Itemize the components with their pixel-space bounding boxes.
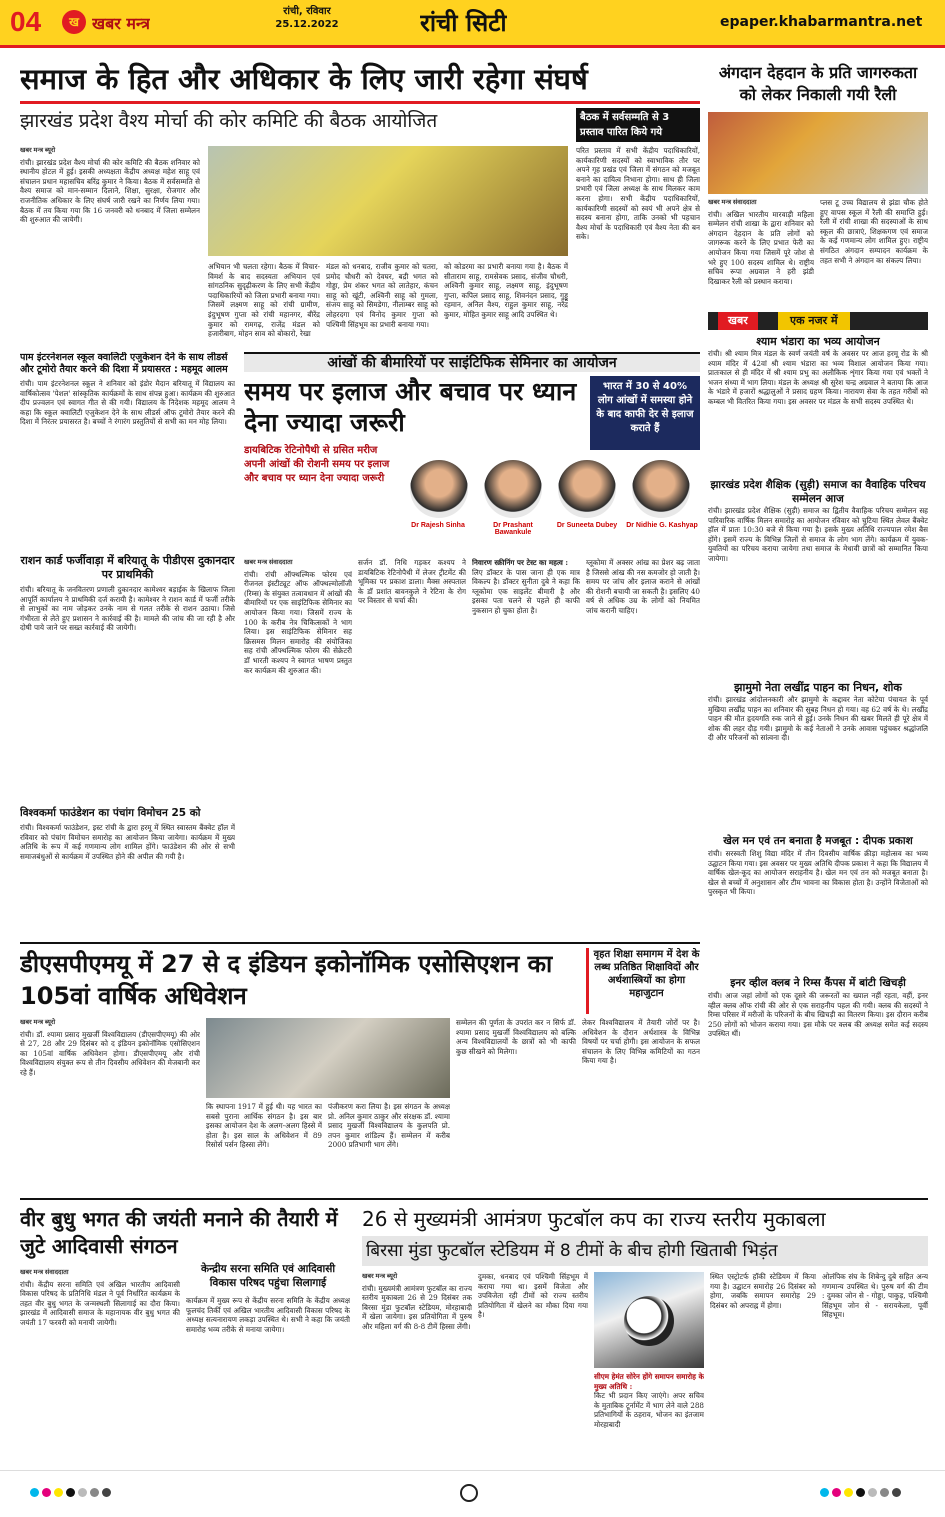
lead-col-4: को कोडरमा का प्रभारी बनाया गया है। बैठक में सीताराम साहू, रामसेवक प्रसाद, संजीव चौधरी, अश्विनी कुमार साहू, लक्ष्मण साहू, इंदुभूषण गुप्ता, कपिल प्रसाद साहू, शिवनंदन प्रसाद, गुड्डू रहमान, अनिल वैश्य, राहुल कुमार साहू, नरेंद्र कुमार, मोहित कुमार साहू आदि उपस्थित थे। bbox=[444, 262, 568, 319]
dspmu-col-1-text: रांची। डॉ. श्यामा प्रसाद मुखर्जी विश्वविद्यालय (डीएसपीएमयू) की ओर से 27, 28 और 29 दिसंबर को द इंडियन इकोनॉमिक एसोसिएशन का 105वां वार्षिक अधिवेशन होगा। डीएसपीएमयू और रांची विश्वविद्यालय संयुक्त रूप से तीन दिवसीय अधिवेशन की मेजबानी कर रहे हैं। bbox=[20, 1029, 200, 1077]
glance-item bbox=[708, 680, 928, 830]
vishwakarma-body: रांची। विश्वकर्मा फाउंडेशन, इस्ट रांची के द्वारा हरमू में स्थित स्वास्तम बैंक्वेट हॉल में रविवार को पंचांग विमोचन समारोह का आयोजन किया जायेगा। कार्यक्रम में मुख्य अतिथि के रूप में कई गणमान्य लोग शामिल होंगे। फाउंडेशन की ओर से सभी समाजबंधुओं से कार्यक्रम में उपस्थित होने की अपील की गयी है। bbox=[20, 823, 235, 861]
eye-col-3 bbox=[472, 558, 580, 938]
glance-item-body: रांची। झारखंड प्रदेश शैक्षिक (सुड़ी) समाज का द्वितीय वैवाहिक परिचय सम्मेलन सह पारिवारिक वार्षिक मिलन समारोह का आयोजन रविवार को चुटिया स्थित लेवल बैंक्वेट हॉल में प्रातः 10:30 बजे से किया गया है। इसके मुख्य अतिथि राज्यपाल रमेश बैस होंगे। इसमें राज्य के विभिन्न जिलों से समाज के लोग भाग लेंगे। कार्यक्रम में युवक-युवतियों का परिचय कराया जायेगा तथा समाज के मेधावी छात्रों को सम्मानित किया जायेगा। bbox=[708, 506, 928, 563]
dspmu-col-1 bbox=[20, 1018, 200, 1194]
organ-headline: अंगदान देहदान के प्रति जागरुकता को लेकर निकाली गयी रैली bbox=[718, 63, 918, 104]
issue-city: रांची, रविवार bbox=[283, 6, 331, 17]
football-col-2: दुमका, धनबाद एवं पश्चिमी सिंहभूम में कराया गया था। इसमें विजेता और उपविजेता रही टीमों को राज्य स्तरीय प्रतियोगिता में खेलने का मौका दिया गया है। bbox=[478, 1272, 588, 1320]
vishwakarma-story bbox=[20, 806, 235, 936]
registration-dots-right bbox=[820, 1488, 901, 1497]
school-story bbox=[20, 352, 235, 550]
registration-mark-icon bbox=[460, 1484, 478, 1502]
dspmu-byline: खबर मन्त्र ब्यूरो bbox=[20, 1019, 56, 1026]
birsa-col-2: कार्यक्रम में मुख्य रूप से केंद्रीय सरना समिति के केंद्रीय अध्यक्ष फूलचंद तिर्की एवं अखिल भारतीय आदिवासी विकास परिषद के अध्यक्ष सत्यनारायण लकड़ा उपस्थित थे। सभी ने कहा कि जयंती समारोह भव्य तरीके से मनाया जायेगा। bbox=[186, 1296, 350, 1334]
doctor-name: Dr Rajesh Sinha bbox=[411, 522, 465, 529]
vishwakarma-headline: विश्वकर्मा फाउंडेशन का पंचांग विमोचन 25 को bbox=[20, 807, 201, 819]
lead-subhead: झारखंड प्रदेश वैश्य मोर्चा की कोर कमिटि की बैठक आयोजित bbox=[20, 110, 438, 132]
organ-photo bbox=[708, 112, 928, 194]
football-caption bbox=[594, 1372, 704, 1458]
football-caption-body: किट भी प्रदान किए जाएंगे। अपर सचिव के मुताबिक टूर्नामेंट में भाग लेने वाले 288 प्रतिभागियों के ठहराव, भोजन का इंतजाम मोरहाबादी bbox=[594, 1391, 704, 1429]
glance-item bbox=[708, 834, 928, 972]
football-icon bbox=[624, 1296, 674, 1346]
doctor-name: Dr Prashant Bawankule bbox=[493, 522, 533, 536]
football-headline: 26 से मुख्यमंत्री आमंत्रण फुटबॉल कप का राज्य स्तरीय मुकाबला bbox=[362, 1207, 826, 1231]
football-photo bbox=[594, 1272, 704, 1368]
doctor-photo bbox=[632, 460, 690, 518]
glance-item bbox=[708, 334, 928, 474]
eye-col-3-text: लिए डॉक्टर के पास जाना ही एक मात्र विकल्प है। डॉक्टर सुनीता दुबे ने कहा कि ग्लूकोमा एक साइलेंट बीमारी है और इसका पता चलने से पहले ही काफी नुकसान हो चुका होता है। bbox=[472, 567, 580, 615]
dspmu-photo bbox=[206, 1018, 450, 1098]
lead-headline: समाज के हित और अधिकार के लिए जारी रहेगा संघर्ष bbox=[20, 62, 588, 96]
school-headline: पाम इंटरनेशनल स्कूल क्वालिटी एजुकेशन देने के साथ लीडर्स और टूमोरो तैयार करने की दिशा में प्रयासरत : महमूद आलम bbox=[20, 352, 228, 375]
doctor-name: Dr Suneeta Dubey bbox=[556, 522, 618, 529]
glance-item bbox=[708, 478, 928, 676]
brand-name: खबर मन्त्र bbox=[92, 14, 150, 33]
registration-dots-left bbox=[30, 1488, 111, 1497]
glance-item-headline: झामुमो नेता लखींद्र पाहन का निधन, शोक bbox=[734, 681, 902, 694]
doctor-name: Dr Nidhie G. Kashyap bbox=[626, 522, 698, 529]
ration-body: रांची। बरियातू के जनवितरण प्रणाली दुकानदार कामेश्वर बड़ाईक के खिलाफ जिला आपूर्ति कार्यालय ने प्राथमिकी दर्ज करायी है। कामेश्वर ने राशन कार्ड में फर्जी तरीके से लाभुकों का नाम जोड़कर उनके नाम से गलत तरीके से राशन उठाया। जिसे गंभीरता से लेते हुए प्रशासन ने कार्रवाई की है। मामले की जांच की जा रही है और दोषी पाये जाने पर सख्त कार्रवाई की जायेगी। bbox=[20, 585, 235, 633]
glance-item-headline: इनर व्हील क्लब ने रिम्स कैंपस में बांटी खिचड़ी bbox=[730, 977, 906, 989]
football-caption-title: सीएम हेमंत सोरेन होंगे समापन समारोह के मुख्य अतिथि : bbox=[594, 1372, 704, 1391]
birsa-byline: खबर मन्त्र संवाददाता bbox=[20, 1269, 69, 1276]
lead-col-5: परित प्रस्ताव में सभी केंद्रीय पदाधिकारियों, कार्यकारिणी सदस्यों को स्वाभाविक तौर पर अपने गृह प्रखंड एवं जिला में संगठन को मजबूत बनाने का दायित्व निभाना होगा। साथ ही जिला प्रभारी एवं जिला अध्यक्ष के साथ मिलकर काम करना होगा। सभी केंद्रीय पदाधिकारियों, कार्यकारिणी सदस्यों को स्वयं भी अपने क्षेत्र से सदस्य बनाना होगा, ताकि उनको भी पहचान वैश्य मोर्चा के पदाधिकारी एवं वैश्य नेता की बन सके। bbox=[576, 146, 700, 242]
dspmu-col-5: लेकर विश्वविद्यालय में तैयारी जोरों पर है। अधिवेशन के दौरान अर्थशास्त्र के विभिन्न विषयों पर चर्चा होगी। इस आयोजन के सफल संचालन के लिए विभिन्न कमिटियों का गठन किया गया है। bbox=[582, 1018, 700, 1066]
lead-rule bbox=[20, 101, 700, 104]
doctor-photo bbox=[558, 460, 616, 518]
organ-col-2: प्लस टू उच्च विद्यालय से झंडा चौक होते हुए वापस स्कूल में रैली की समाप्ति हुई। रैली में रांची शाखा की सदस्याओं के साथ स्कूल की छात्राएं, शिक्षकगण एवं समाज के कई गणमान्य लोग शामिल हुए। राष्ट्रीय संगठित अंगदान सम्पादन कार्यक्रम के तहत सभी ने अंगदान का संकल्प लिया। bbox=[820, 198, 928, 265]
football-col-1 bbox=[362, 1272, 472, 1458]
eye-deck: डायबिटिक रेटिनोपैथी से ग्रसित मरीज अपनी आंखों की रोशनी समय पर इलाज और बचाव पर ध्यान देना ज्यादा जरूरी bbox=[244, 445, 390, 484]
eye-col-1 bbox=[244, 558, 352, 938]
school-body: रांची। पाम इंटरनेशनल स्कूल ने शनिवार को इंडोर मैदान बरियातू में विद्यालय का वार्षिकोत्सव 'पेशल' सांस्कृतिक कार्यक्रमों के साथ संपन्न हुआ। कार्यक्रम की शुरुआत दीप प्रज्वलन एवं स्वागत गीत से की गयी। विद्यालय के निदेशक महमूद आलम ने कहा कि स्कूल क्वालिटी एजुकेशन देने के साथ लीडर्स ऑफ टूमोरो तैयार करने की दिशा में निरंतर प्रयासरत है। बच्चों ने रंगारंग प्रस्तुतियों से सभी का मन मोह लिया। bbox=[20, 379, 235, 427]
eye-banner: आंखों की बीमारियों पर साइंटिफिक सेमिनार का आयोजन bbox=[327, 355, 617, 371]
lead-col-1-text: रांची। झारखंड प्रदेश वैश्य मोर्चा की कोर कमिटि की बैठक शनिवार को स्थानीय होटल में हुई। इसकी अध्यक्षता केंद्रीय अध्यक्ष महेश साहू एवं संचालन प्रधान महासचिव बरिंद्र कुमार ने किया। बैठक में सर्वसम्मति से वैश्य समाज को मान-सम्मान दिलाने, शिक्षा, सुरक्षा, रोजगार और राजनीतिक अधिकार के लिए संघर्ष जारी रखने का निर्णय लिया गया। बैठक में तय किया गया कि 16 जनवरी को धनबाद में जिला सम्मेलन की शुरुआत की जायेगी। bbox=[20, 157, 200, 225]
eye-subhead: निवारण स्क्रीनिंग पर टेस्ट का महत्व : bbox=[472, 558, 569, 567]
football-col-3: स्थित एस्ट्रोटर्फ हॉकी स्टेडियम में किया गया है। उद्घाटन समारोह 26 दिसंबर को होगा, जबकि समापन समारोह 29 दिसंबर को अपराह्न में होगा। bbox=[710, 1272, 816, 1310]
eye-byline: खबर मन्त्र संवाददाता bbox=[244, 559, 293, 566]
bottom-rule bbox=[20, 1198, 928, 1200]
birsa-headline: वीर बुधु भगत की जयंती मनाने की तैयारी में जुटे आदिवासी संगठन bbox=[20, 1207, 338, 1258]
glance-tag: खबर bbox=[718, 312, 758, 330]
lead-photo bbox=[208, 146, 568, 256]
birsa-subhead: केन्द्रीय सरना समिति एवं आदिवासी विकास परिषद पहुंचा सिलागाई bbox=[200, 1263, 336, 1289]
section-title: रांची सिटी bbox=[420, 9, 507, 37]
ration-story bbox=[20, 554, 235, 802]
organ-col-1 bbox=[708, 198, 814, 306]
glance-item-body: रांची। सरस्वती शिशु विद्या मंदिर में तीन दिवसीय वार्षिक क्रीड़ा महोत्सव का भव्य उद्घाटन किया गया। इस अवसर पर मुख्य अतिथि दीपक प्रकाश ने कहा कि विद्यालय में वार्षिक खेल-कूद का आयोजन सराहनीय है। खेल मन एवं तन को मजबूत बनाता है। खेल से बच्चों में अनुशासन और टीम भावना का विकास होता है। उन्होंने विजेताओं को पुरस्कृत भी किया। bbox=[708, 849, 928, 897]
organ-byline: खबर मन्त्र संवाददाता bbox=[708, 199, 757, 206]
birsa-col-1 bbox=[20, 1268, 180, 1458]
dspmu-col-4: सम्मेलन की पूर्णता के उपरांत कर न सिर्फ डॉ. श्यामा प्रसाद मुखर्जी विश्वविद्यालय को बल्कि अन्य विश्वविद्यालयों के छात्रों को भी काफी कुछ सीखने को मिलेगा। bbox=[456, 1018, 576, 1056]
page-number: 04 bbox=[10, 6, 42, 37]
dspmu-sidebar: वृहत शिक्षा समागम में देश के लब्ध प्रतिष्ठित शिक्षाविदों और अर्थशास्त्रियों का होगा महाजुटान bbox=[586, 948, 700, 1014]
doctor-photo bbox=[410, 460, 468, 518]
ration-headline: राशन कार्ड फर्जीवाड़ा में बरियातू के पीडीएस दुकानदार पर प्राथमिकी bbox=[20, 554, 235, 581]
eye-headline: समय पर इलाज और बचाव पर ध्यान देना ज्यादा जरूरी bbox=[244, 377, 577, 437]
eye-col-1-text: रांची। रांची ऑफ्थल्मिक फोरम एवं रीजनल इंस्टीट्यूट ऑफ ऑफ्थल्मोलॉजी (रिम्स) के संयुक्त तत्वावधान में आंखों की बीमारियों पर एक साइंटिफिक सेमिनार का आयोजन किया गया। जिसमें राज्य के 100 के करीब नेत्र चिकित्सकों ने भाग लिया। इस साइंटिफिक सेमिनार सह क्रिसमस मिलन समारोह की संयोजिका सह रांची ऑफ्थल्मिक फोरम की सेक्रेटरी डॉ भारती कश्यप ने स्वागत भाषण प्रस्तुत कर कार्यक्रम की शुरुआत की। bbox=[244, 569, 352, 675]
football-subhead-box bbox=[362, 1236, 928, 1266]
football-subhead: बिरसा मुंडा फुटबॉल स्टेडियम में 8 टीमों के बीच होगी खिताबी भिड़ंत bbox=[366, 1241, 778, 1261]
doctor-panel bbox=[400, 456, 700, 556]
doctor-photo bbox=[484, 460, 542, 518]
site-url[interactable]: epaper.khabarmantra.net bbox=[720, 14, 923, 30]
lead-col-2: अभियान भी चलता रहेगा। बैठक में विचार-विमर्श के बाद सदस्यता अभियान एवं सांगठनिक सुदृढ़ीकरण के लिए सभी केंद्रीय पदाधिकारियों को जिला प्रभारी बनाया गया। जिसमें लक्ष्मण साहू को रांची ग्रामीण, इंदुभूषण गुप्ता को रांची महानगर, बीरेंद्र कुमार को रामगढ़, राजेंद्र मंडल को हजारीबाग, मोहन साव को बोकारो, रेखा bbox=[208, 262, 320, 339]
organ-col-1-text: रांची। अखिल भारतीय मारवाड़ी महिला सम्मेलन रांची शाखा के द्वारा शनिवार को अंगदान देहदान के प्रति लोगों को जागरूक करने के लिए प्रभात फेरी का आयोजन किया गया जिसमें पूरे जोश से भरे हुए 100 सदस्य शामिल थे। राष्ट्रीय सचिव रूपा अग्रवाल ने हरी झंडी दिखाकर रैली को प्रस्थान कराया। bbox=[708, 209, 814, 286]
glance-title: एक नजर में bbox=[778, 312, 850, 330]
issue-date: 25.12.2022 bbox=[275, 19, 339, 30]
lead-col-3: मंडल को धनबाद, राजीव कुमार को चतरा, प्रमोद चौधरी को देवघर, बद्री भगत को गोड्डा, प्रेम शंकर भगत को लातेहार, कंचन साहू को खूंटी, अश्विनी साहू को गुमला, संजय साहू को सिमडेगा, नीलाम्बर साहू को लोहरदगा एवं विनोद कुमार गुप्ता को पश्चिमी सिंहभूम का प्रभारी बनाया गया। bbox=[326, 262, 438, 329]
dspmu-rule bbox=[20, 942, 700, 944]
football-col-4: ओलंपिक संघ के शिबेन्दु दुबे सहित अन्य गणमान्य उपस्थित थे। पुरुष वर्ग की टीम : दुमका जोन से - गोड्डा, पाकुड़, पश्चिमी सिंहभूम जोन से - सरायकेला, पूर्वी सिंहभूम। bbox=[822, 1272, 928, 1320]
glance-item-body: रांची। झारखंड आंदोलनकारी और झामुमो के कद्दावर नेता कोटेया पंचायत के पूर्व मुखिया लखींद्र पाहन का शनिवार की सुबह निधन हो गया। वह 62 वर्ष के थे। लखींद्र पाहन की मौत हृदयगति रुक जाने से हुई। उनके निधन की खबर मिलते ही पूरे क्षेत्र में शोक की लहर दौड़ गयी। झामुमो के कई नेताओं ने उनके आवास पहुंचकर श्रद्धांजलि दी और परिजनों को सांत्वना दी। bbox=[708, 695, 928, 743]
eye-quote: भारत में 30 से 40% लोग आंखों में समस्या होने के बाद काफी देर से इलाज कराते हैं bbox=[590, 376, 700, 450]
glance-header bbox=[708, 312, 928, 330]
lead-byline: खबर मन्त्र ब्यूरो bbox=[20, 147, 56, 154]
issue-info bbox=[262, 5, 352, 31]
brand-logo-icon: ख bbox=[62, 10, 86, 34]
dspmu-col-3: पंजीकरण करा लिया है। इस संगठन के अध्यक्ष प्रो. अनिल कुमार ठाकुर और संरक्षक डॉ. श्यामा प्रसाद मुखर्जी विश्वविद्यालय के कुलपति प्रो. तपन कुमार शांडिल्य हैं। सम्मेलन में करीब 2000 प्रतिभागी भाग लेंगे। bbox=[328, 1102, 450, 1150]
dspmu-col-2: कि स्थापना 1917 में हुई थी। यह भारत का सबसे पुराना आर्थिक संगठन है। इस बार इसका आयोजन देश के अलग-अलग हिस्से में होता है। इस साल के अधिवेशन में 89 रिसोर्स पर्सन हिस्सा लेंगे। bbox=[206, 1102, 322, 1150]
glance-item-headline: श्याम भंडारा का भव्य आयोजन bbox=[756, 335, 880, 348]
glance-item-body: रांची। आज जहां लोगों को एक दूसरे की जरूरतों का ख्याल नहीं रहता, वहीं, इनर व्हील क्लब ऑफ रांची की ओर से एक सराहनीय पहल की गयी। क्लब की सदस्यों ने रिम्स परिसर में मरीजों के परिजनों के बीच खिचड़ी का वितरण किया। इस दौरान करीब 250 लोगों को भोजन कराया गया। इस मौके पर क्लब की अध्यक्ष समेत कई सदस्य उपस्थित थीं। bbox=[708, 991, 928, 1039]
birsa-col-1-text: रांची। केंद्रीय सरना समिति एवं अखिल भारतीय आदिवासी विकास परिषद के प्रतिनिधि मंडल ने पूर्व निर्धारित कार्यक्रम के तहत वीर बुधु भगत के जन्मस्थली सिलागाई का दौरा किया। झारखंड में आदिवासी समाज के महानायक वीर बुधु भगत की जयंती 17 फरवरी को मनायी जायेगी। bbox=[20, 1279, 180, 1327]
glance-item-body: रांची। श्री श्याम मित्र मंडल के स्वर्ण जयंती वर्ष के अवसर पर आज हरमू रोड के श्री श्याम मंदिर में 42वां श्री श्याम भंडारा का भव्य विशाल आयोजन किया गया। प्रातःकाल से ही मंदिर में श्री श्याम प्रभु का अलौकिक शृंगार किया गया एवं भक्तों ने भजन संध्या में भाग लिया। मंडल के अध्यक्ष श्री सुरेश चन्द्र अग्रवाल ने बताया कि आज के भंडारे में हजारों श्रद्धालुओं ने प्रसाद ग्रहण किया। नारायण सेवा के तहत गरीबों को कम्बल भी वितरित किया गया। इस अवसर पर मंडल के सभी सदस्य उपस्थित थे। bbox=[708, 349, 928, 406]
glance-item bbox=[708, 976, 928, 1096]
lead-col-1 bbox=[20, 146, 200, 346]
glance-item-headline: झारखंड प्रदेश शैक्षिक (सुड़ी) समाज का वैवाहिक परिचय सम्मेलन आज bbox=[710, 479, 926, 505]
eye-col-4: ग्लूकोमा में अक्सर आंख का प्रेशर बढ़ जाता है जिससे आंख की नस कमजोर हो जाती है। समय पर जांच और इलाज कराने से आंखों की रोशनी बचायी जा सकती है। इसलिए 40 वर्ष से अधिक उम्र के लोगों को नियमित जांच करानी चाहिए। bbox=[586, 558, 700, 615]
dspmu-headline: डीएसपीएमयू में 27 से द इंडियन इकोनॉमिक एसोसिएशन का 105वां वार्षिक अधिवेशन bbox=[20, 950, 553, 1010]
eye-col-2: सर्जन डॉ. निधि गड़कर कश्यप ने डायबिटिक रेटिनोपैथी में लेजर ट्रीटमेंट की भूमिका पर प्रकाश डाला। मैक्स अस्पताल के डॉ प्रशांत बावनकुले ने रेटिना के रोग पर विस्तार से चर्चा की। bbox=[358, 558, 466, 606]
glance-item-headline: खेल मन एवं तन बनाता है मजबूत : दीपक प्रकाश bbox=[723, 835, 913, 847]
football-byline: खबर मन्त्र ब्यूरो bbox=[362, 1273, 398, 1280]
football-col-1-text: रांची। मुख्यमंत्री आमंत्रण फुटबॉल का राज्य स्तरीय मुकाबला 26 से 29 दिसंबर तक बिरसा मुंडा फुटबॉल स्टेडियम, मोरहाबादी में खेला जायेगा। इस प्रतियोगिता में पुरुष और महिला वर्ग की 8-8 टीमें हिस्सा लेंगी। bbox=[362, 1283, 472, 1331]
eye-banner-box bbox=[244, 352, 700, 372]
lead-sidebar: बैठक में सर्वसम्मति से 3 प्रस्ताव पारित किये गये bbox=[576, 108, 700, 142]
